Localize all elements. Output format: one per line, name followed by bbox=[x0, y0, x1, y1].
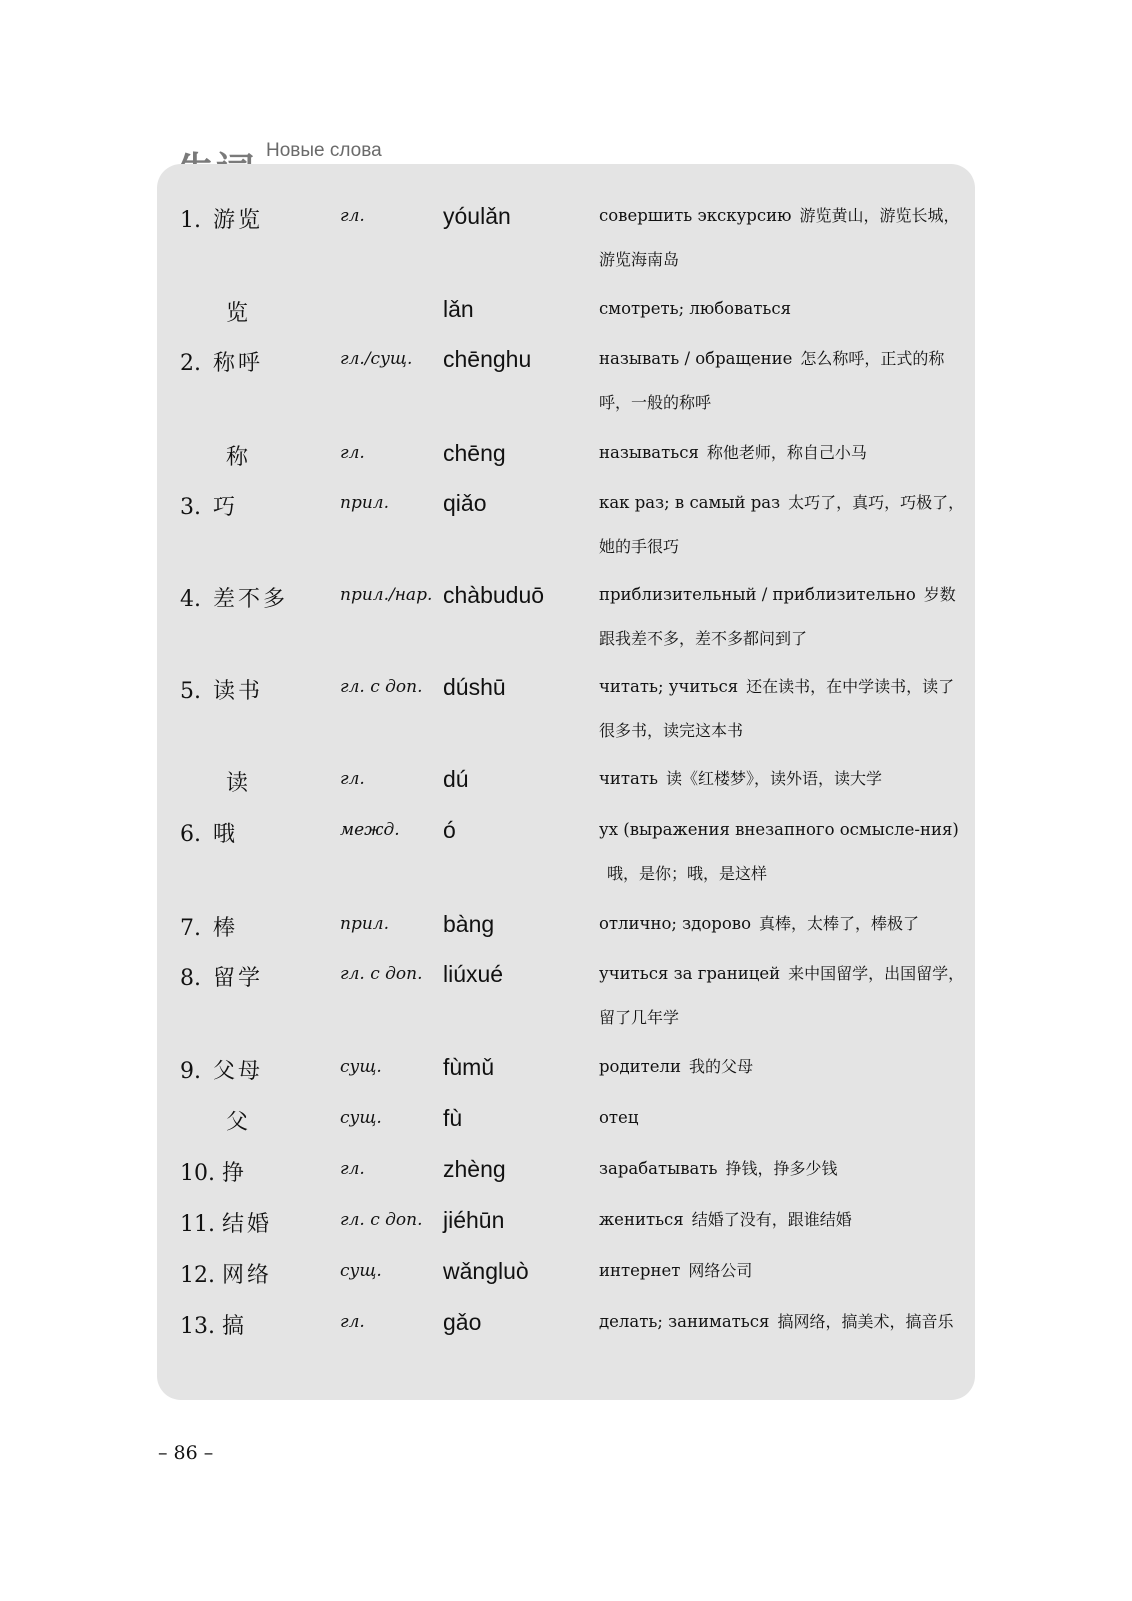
meaning: отец bbox=[599, 1108, 639, 1127]
pinyin: qiǎo bbox=[443, 490, 487, 516]
chinese-word: 留学 bbox=[213, 966, 264, 991]
pinyin: gǎo bbox=[443, 1309, 482, 1335]
chinese-word: 棒 bbox=[213, 916, 239, 941]
meaning: читать; учиться bbox=[599, 677, 739, 696]
meaning: родители bbox=[599, 1057, 682, 1076]
part-of-speech: гл. с доп. bbox=[340, 1210, 423, 1230]
chinese-word: 览 bbox=[226, 301, 252, 326]
part-of-speech: сущ. bbox=[340, 1108, 382, 1128]
definition bbox=[599, 431, 969, 475]
definition bbox=[599, 194, 969, 282]
page-number: – 86 – bbox=[158, 1442, 214, 1464]
part-of-speech: гл. bbox=[340, 1312, 365, 1332]
meaning: ух (выражения внезапного осмысле-ния) bbox=[599, 820, 959, 839]
pinyin: lǎn bbox=[443, 296, 474, 322]
examples: 结婚了没有，跟谁结婚 bbox=[691, 1210, 852, 1229]
definition bbox=[599, 757, 969, 801]
entry-number: 10. bbox=[180, 1161, 215, 1186]
chinese-word: 父母 bbox=[213, 1059, 264, 1084]
meaning: приблизительный / приблизительно bbox=[599, 585, 916, 604]
definition bbox=[599, 1147, 969, 1191]
meaning: интернет bbox=[599, 1261, 681, 1280]
entry-number: 2. bbox=[180, 351, 201, 376]
definition bbox=[599, 337, 969, 425]
pinyin: chēng bbox=[443, 440, 506, 466]
section-title-russian: Новые слова bbox=[266, 140, 382, 161]
definition bbox=[599, 665, 969, 753]
meaning: делать; заниматься bbox=[599, 1312, 770, 1331]
definition bbox=[599, 1249, 969, 1293]
definition bbox=[599, 287, 969, 331]
chinese-word: 称 bbox=[226, 445, 252, 470]
definition bbox=[599, 481, 969, 569]
examples: 还在读书，在中学读书，读了很多书，读完这本书 bbox=[599, 677, 955, 740]
part-of-speech: прил. bbox=[340, 493, 390, 513]
entry-number: 3. bbox=[180, 495, 201, 520]
pinyin: jiéhūn bbox=[443, 1207, 505, 1233]
pinyin: liúxué bbox=[443, 961, 504, 987]
chinese-word: 父 bbox=[226, 1110, 252, 1135]
vocab-word bbox=[180, 490, 238, 521]
part-of-speech: прил./нар. bbox=[340, 585, 433, 605]
part-of-speech: гл. bbox=[340, 206, 365, 226]
chinese-word: 差不多 bbox=[213, 587, 289, 612]
part-of-speech: гл. с доп. bbox=[340, 964, 423, 984]
chinese-word: 挣 bbox=[222, 1161, 248, 1186]
vocab-word bbox=[180, 1207, 272, 1238]
part-of-speech: гл. bbox=[340, 769, 365, 789]
part-of-speech: гл. bbox=[340, 443, 365, 463]
pinyin: bàng bbox=[443, 911, 495, 937]
chinese-word: 读 bbox=[226, 771, 252, 796]
part-of-speech: гл./сущ. bbox=[340, 349, 413, 369]
pinyin: chēnghu bbox=[443, 346, 532, 372]
entry-number: 12. bbox=[180, 1263, 215, 1288]
pinyin: chàbuduō bbox=[443, 582, 545, 608]
meaning: зарабатывать bbox=[599, 1159, 718, 1178]
meaning: читать bbox=[599, 769, 658, 788]
vocab-word bbox=[180, 1156, 247, 1187]
examples: 游览黄山，游览长城，游览海南岛 bbox=[599, 206, 960, 269]
examples: 哦，是你；哦，是这样 bbox=[607, 864, 768, 883]
chinese-word: 结婚 bbox=[222, 1212, 273, 1237]
vocab-word bbox=[180, 1309, 247, 1340]
definition bbox=[599, 1045, 969, 1089]
examples: 太巧了，真巧，巧极了，她的手很巧 bbox=[599, 493, 965, 556]
vocab-word bbox=[180, 911, 238, 942]
examples: 岁数跟我差不多，差不多都问到了 bbox=[599, 585, 956, 648]
meaning: как раз; в самый раз bbox=[599, 493, 781, 512]
examples: 搞网络，搞美术，搞音乐 bbox=[777, 1312, 954, 1331]
pinyin: dú bbox=[443, 766, 469, 792]
examples: 挣钱，挣多少钱 bbox=[725, 1159, 838, 1178]
vocab-word bbox=[180, 817, 238, 848]
chinese-word: 哦 bbox=[213, 822, 239, 847]
vocab-word bbox=[180, 1054, 263, 1085]
part-of-speech: сущ. bbox=[340, 1261, 382, 1281]
meaning: жениться bbox=[599, 1210, 684, 1229]
entry-number: 5. bbox=[180, 679, 201, 704]
vocab-word bbox=[180, 346, 263, 377]
examples: 真棒，太棒了，棒极了 bbox=[759, 914, 920, 933]
definition bbox=[599, 902, 969, 946]
chinese-word: 巧 bbox=[213, 495, 239, 520]
part-of-speech: гл. bbox=[340, 1159, 365, 1179]
definition bbox=[599, 808, 969, 896]
chinese-word: 称呼 bbox=[213, 351, 264, 376]
entry-number: 8. bbox=[180, 966, 201, 991]
pinyin: zhèng bbox=[443, 1156, 506, 1182]
vocab-word bbox=[200, 1105, 251, 1136]
vocab-word bbox=[180, 582, 288, 613]
pinyin: dúshū bbox=[443, 674, 506, 700]
chinese-word: 搞 bbox=[222, 1314, 248, 1339]
meaning: отлично; здорово bbox=[599, 914, 751, 933]
definition bbox=[599, 952, 969, 1040]
meaning: смотреть; любоваться bbox=[599, 299, 791, 318]
pinyin: wǎngluò bbox=[443, 1258, 529, 1284]
examples: 我的父母 bbox=[689, 1057, 754, 1076]
definition bbox=[599, 1096, 969, 1140]
vocab-word bbox=[180, 203, 263, 234]
vocab-word bbox=[200, 296, 251, 327]
chinese-word: 游览 bbox=[213, 208, 264, 233]
definition bbox=[599, 1300, 969, 1344]
examples: 怎么称呼，正式的称呼，一般的称呼 bbox=[599, 349, 945, 412]
vocab-word bbox=[180, 1258, 272, 1289]
entry-number: 11. bbox=[180, 1212, 215, 1237]
examples: 称他老师，称自己小马 bbox=[706, 443, 867, 462]
vocab-word bbox=[200, 766, 251, 797]
chinese-word: 网络 bbox=[222, 1263, 273, 1288]
meaning: учиться за границей bbox=[599, 964, 781, 983]
entry-number: 4. bbox=[180, 587, 201, 612]
pinyin: yóulǎn bbox=[443, 203, 511, 229]
examples: 读《红楼梦》，读外语，读大学 bbox=[665, 769, 882, 788]
vocab-word bbox=[180, 961, 263, 992]
definition bbox=[599, 1198, 969, 1242]
entry-number: 7. bbox=[180, 916, 201, 941]
pinyin: fùmǔ bbox=[443, 1054, 495, 1080]
pinyin: ó bbox=[443, 817, 456, 843]
meaning: называть / обращение bbox=[599, 349, 793, 368]
meaning: совершить экскурсию bbox=[599, 206, 792, 225]
pinyin: fù bbox=[443, 1105, 463, 1131]
entry-number: 9. bbox=[180, 1059, 201, 1084]
chinese-word: 读书 bbox=[213, 679, 264, 704]
part-of-speech: прил. bbox=[340, 914, 390, 934]
entry-number: 13. bbox=[180, 1314, 215, 1339]
vocab-word bbox=[180, 674, 263, 705]
part-of-speech: межд. bbox=[340, 820, 400, 840]
examples: 来中国留学，出国留学，留了几年学 bbox=[599, 964, 965, 1027]
part-of-speech: сущ. bbox=[340, 1057, 382, 1077]
vocab-word bbox=[200, 440, 251, 471]
definition bbox=[599, 573, 969, 661]
entry-number: 1. bbox=[180, 208, 201, 233]
part-of-speech: гл. с доп. bbox=[340, 677, 423, 697]
entry-number: 6. bbox=[180, 822, 201, 847]
meaning: называться bbox=[599, 443, 699, 462]
examples: 网络公司 bbox=[688, 1261, 753, 1280]
